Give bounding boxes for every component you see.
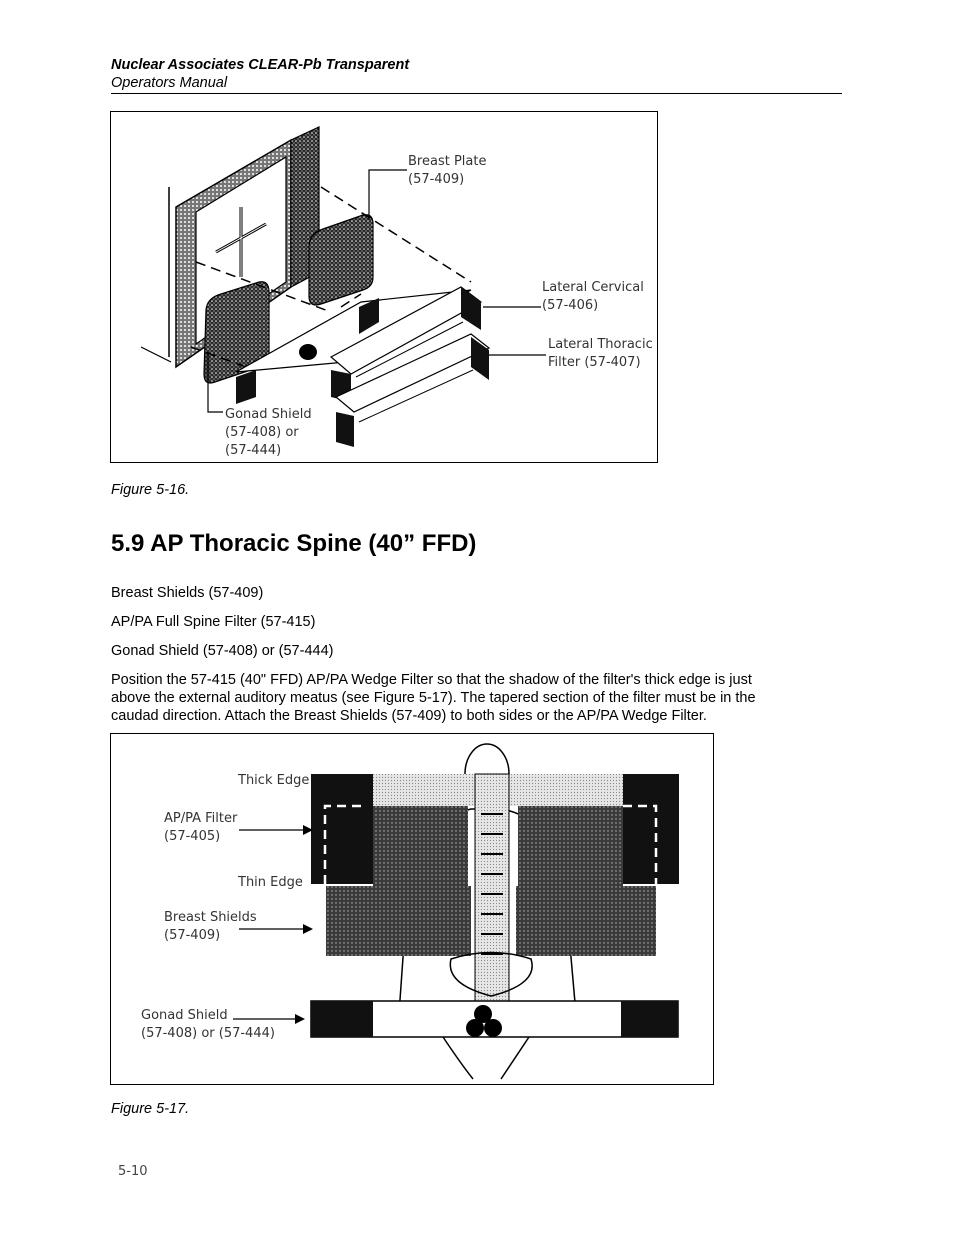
body-line-gonad-shield: Gonad Shield (57-408) or (57-444): [111, 643, 334, 659]
figure-5-16: [110, 111, 658, 463]
label-gonad-shield-17-code: (57-408) or (57-444): [141, 1026, 275, 1041]
body-paragraph: [111, 671, 831, 725]
figure-5-16-caption: Figure 5-16.: [111, 482, 190, 498]
label-breast-shields: [164, 909, 257, 945]
label-thin-edge: Thin Edge: [238, 875, 303, 890]
label-breast-shields-code: (57-409): [164, 928, 221, 943]
label-breast-plate: [408, 153, 486, 189]
figure-5-17-caption: Figure 5-17.: [111, 1101, 190, 1117]
section-heading: 5.9 AP Thoracic Spine (40” FFD): [111, 530, 477, 557]
label-gonad-shield-16-name: Gonad Shield: [225, 407, 312, 422]
figure-5-17: [110, 733, 714, 1085]
body-paragraph-line-3: caudad direction. Attach the Breast Shields (57-409) to both sides or the AP/PA Wedge Filter.: [111, 708, 707, 724]
label-lateral-thoracic-code: Filter (57-407): [548, 355, 641, 370]
label-gonad-shield-16: [225, 406, 312, 460]
label-ap-pa-filter-code: (57-405): [164, 829, 221, 844]
label-breast-shields-name: Breast Shields: [164, 910, 257, 925]
label-ap-pa-filter: [164, 810, 237, 846]
label-gonad-shield-17-name: Gonad Shield: [141, 1008, 228, 1023]
label-lateral-thoracic: [548, 336, 653, 372]
label-thick-edge: Thick Edge: [238, 773, 310, 788]
header-title: Nuclear Associates CLEAR-Pb Transparent: [111, 57, 410, 73]
label-lateral-cervical: [542, 279, 644, 315]
label-lateral-cervical-name: Lateral Cervical: [542, 280, 644, 295]
label-gonad-shield-16-code2: (57-444): [225, 443, 282, 458]
body-line-breast-shields: Breast Shields (57-409): [111, 585, 264, 601]
header-rule: [111, 93, 842, 94]
body-line-full-spine-filter: AP/PA Full Spine Filter (57-415): [111, 614, 316, 630]
label-gonad-shield-17: [141, 1007, 275, 1043]
body-paragraph-line-1: Position the 57-415 (40" FFD) AP/PA Wedge Filter so that the shadow of the filter's thick edge is just: [111, 672, 752, 688]
label-ap-pa-filter-name: AP/PA Filter: [164, 811, 238, 826]
header-subtitle: Operators Manual: [111, 75, 228, 91]
label-lateral-thoracic-name: Lateral Thoracic: [548, 337, 653, 352]
body-paragraph-line-2: above the external auditory meatus (see Figure 5-17). The tapered section of the filter must be in the: [111, 690, 756, 706]
label-lateral-cervical-code: (57-406): [542, 298, 599, 313]
label-gonad-shield-16-code1: (57-408) or: [225, 425, 299, 440]
page-number: 5-10: [118, 1164, 148, 1179]
label-breast-plate-name: Breast Plate: [408, 154, 487, 169]
label-breast-plate-code: (57-409): [408, 172, 465, 187]
